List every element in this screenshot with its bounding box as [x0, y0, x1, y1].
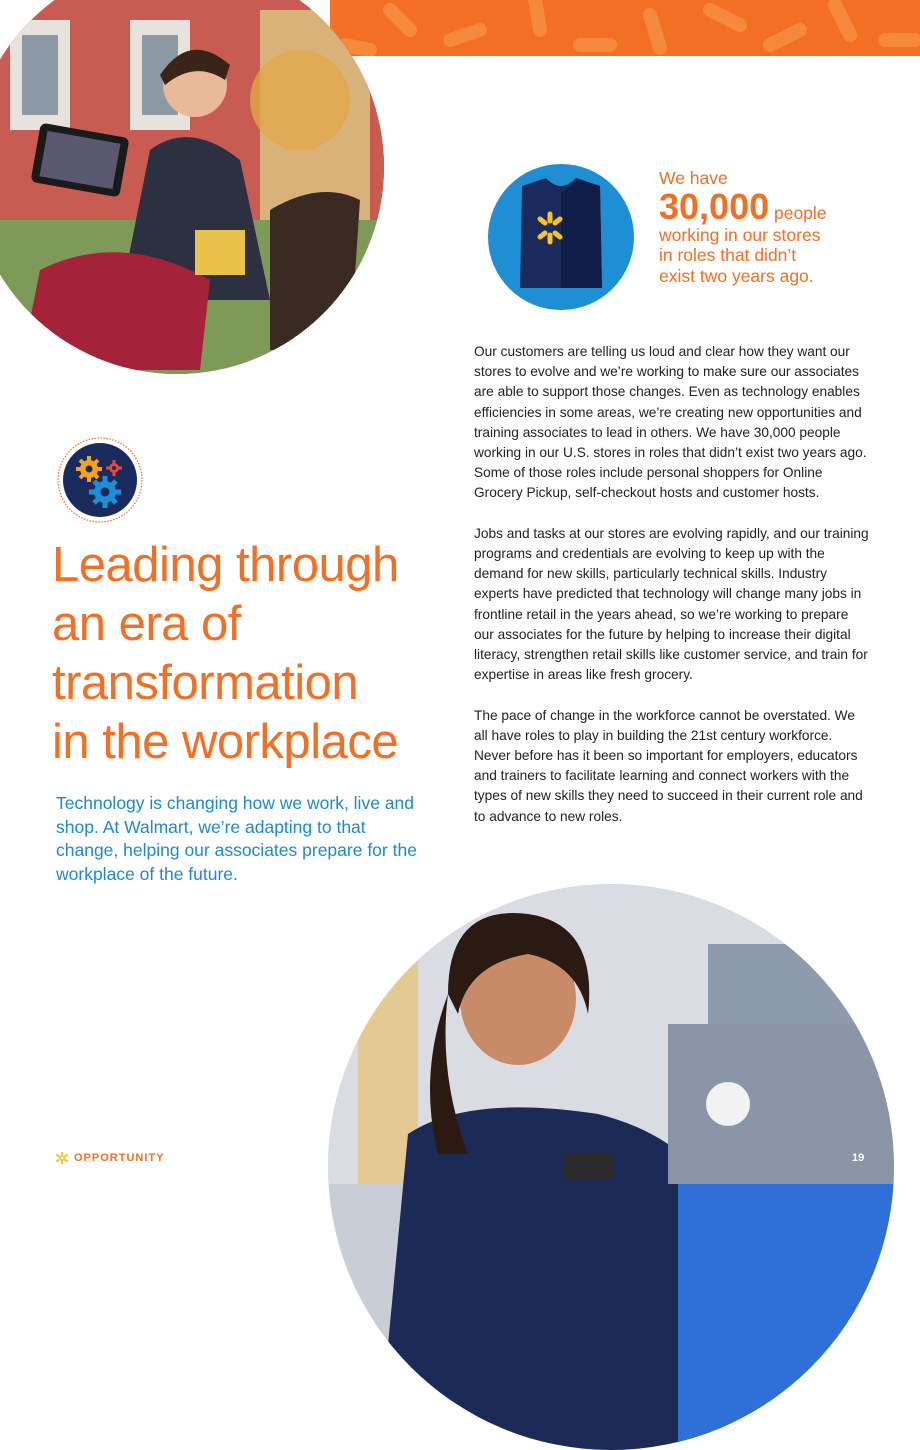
page-number: 19: [852, 1152, 865, 1164]
stat-prefix: We have: [659, 168, 728, 188]
title-line-2: an era of: [52, 597, 241, 651]
body-paragraph-1: Our customers are telling us loud and clear how they want our stores to evolve and we’re working to make sure our associates are able to support those changes. Even as technology enables efficiencies in some areas, we’re creating new opportunities and training associates to lead in others. We have 30,000 people working in our U.S. stores in roles that didn’t exist two years ago. Some of those roles include personal shoppers for Online Grocery Pickup, self-checkout hosts and customer hosts.: [474, 344, 867, 501]
intro-text: Technology is changing how we work, live and shop. At Walmart, we’re adapting to that change, helping our associates prepare for the workplace of the future.: [56, 793, 417, 884]
section-name: OPPORTUNITY: [74, 1152, 165, 1164]
gears-icon: [56, 436, 144, 524]
stat-callout: [659, 168, 899, 286]
body-copy: [474, 342, 870, 847]
body-paragraph-3: The pace of change in the workforce cannot be overstated. We all have roles to play in building the 21st century workforce. Never before has it been so important for employers, educators and trainers to facilitate learning and connect workers with the types of new skills they need to succeed in their current role and to advance to new roles.: [474, 707, 863, 824]
stat-line-4: exist two years ago.: [659, 265, 814, 286]
stat-line-2: working in our stores: [659, 224, 821, 245]
stat-number: 30,000: [659, 185, 770, 227]
walmart-spark-icon: [56, 1152, 68, 1164]
stat-unit: people: [773, 202, 827, 223]
photo-woman-tablet: [0, 0, 384, 374]
stat-line-3: in roles that didn’t: [659, 245, 797, 265]
body-paragraph-2: Jobs and tasks at our stores are evolving rapidly, and our training programs and credentials are evolving to keep up with the demand for new skills, particularly technical skills. Industry experts have predicted that technology will change many jobs in frontline retail in the years ahead, so we’re working to prepare our associates for the future by helping to increase their digital literacy, strengthen retail skills like customer service, and train for expertise in areas like fresh grocery.: [474, 525, 869, 683]
photo-associate: [328, 884, 894, 1450]
page-title: [52, 536, 432, 772]
title-line-1: Leading through: [52, 538, 399, 592]
title-line-4: in the workplace: [52, 715, 399, 769]
section-label: [56, 1152, 164, 1164]
title-line-3: transformation: [52, 656, 359, 710]
top-banner: [330, 0, 920, 56]
vest-icon: [488, 164, 634, 310]
